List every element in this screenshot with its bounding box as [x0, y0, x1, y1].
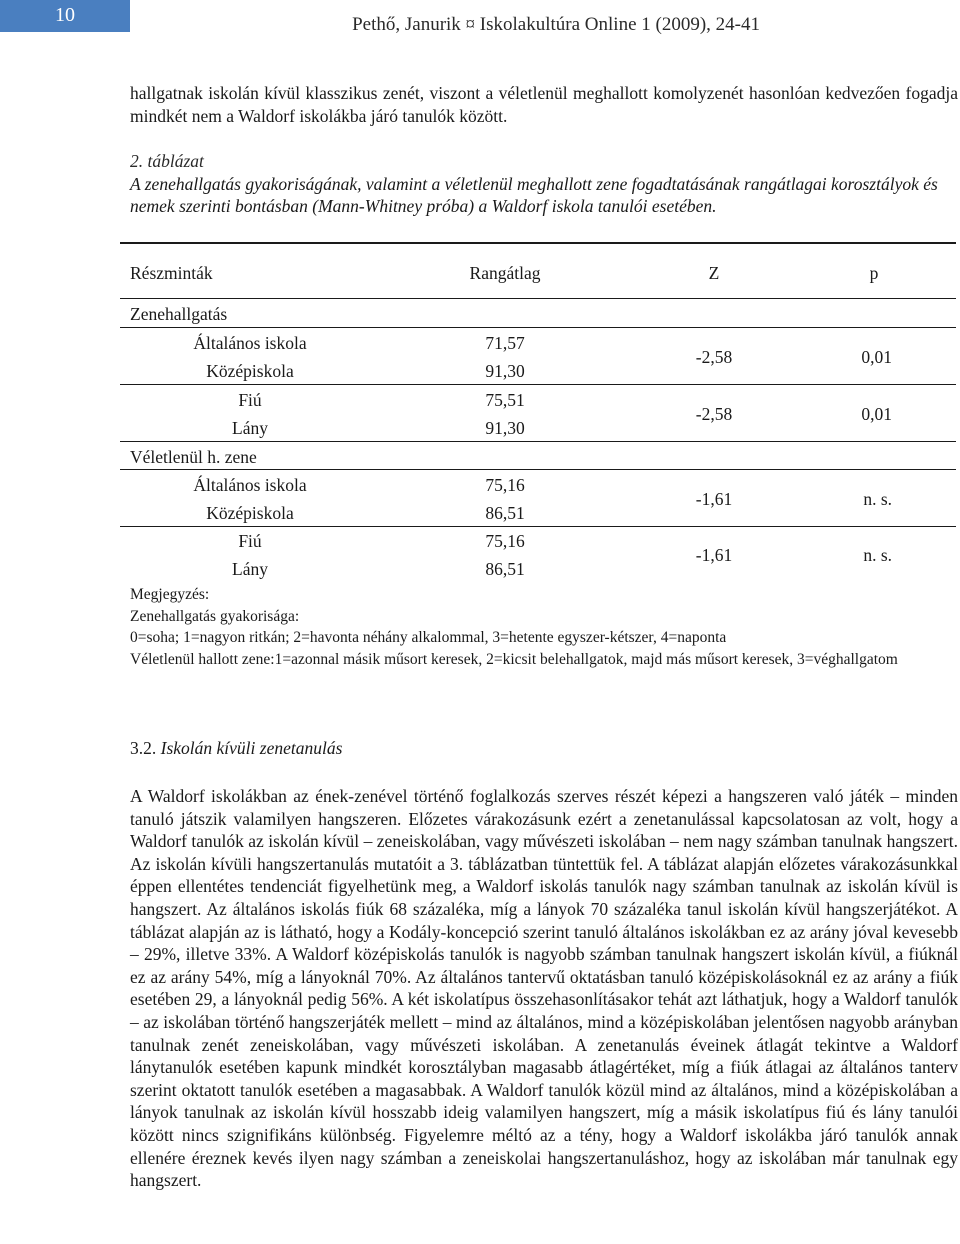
- body-paragraph: A Waldorf iskolákban az ének-zenével történő foglalkozás szerves részét képezi a hangszeren való játék – minden tanuló játszik valamilyen hangszeren. Előzetes várakozásunk ezért a zenetanulással kapcsolatosan az volt, hogy a Waldorf tanulók az iskolán kívül – zeneiskolában, vagy művészeti iskolában – nem nagy számban tanulnak hangszert. Az iskolán kívüli hangszertanulás mutatóit a 3. táblázatban tüntettük fel. A táblázat alapján előzetes várakozásunkkal éppen ellentétes tendenciát figyelhetünk meg, a Waldorf iskolás tanulók nagy számban tanulnak az iskolán kívül is hangszert. Az általános iskolás fiúk 68 százaléka, míg a lányok 70 százaléka tanul iskolán kívül hangszerjátékot. A táblázat alapján az is látható, hogy a Kodály-koncepció szerint tanuló általános iskolákban ez az arány jóval kevesebb – 29%, illetve 33%. A Waldorf középiskolás tanulók is nagyobb számban tanulnak hangszert iskolán kívül, a fiúknál ez az arány 54%, míg a lányoknál 70%. Az általános tantervű oktatásban tanuló középiskolásoknál ez az arány a fiúk esetében 29, a lányoknál pedig 56%. A két iskolatípus összehasonlításakor tehát azt láthatjuk, hogy a Waldorf tanulók – az iskolában történő hangszerjáték mellett – mind az általános, mind a középiskolában jelentősen nagyobb arányban tanulnak zenét zeneiskolában, vagy művészeti iskolában. A zenetanulás éveinek átlagát tekintve a Waldorf lánytanulók esetében kapunk mindkét korosztályban magasabb átlagértéket, míg a fiúk átlagai az általános tanterv szerint oktatott tanulók esetében a magasabbak. A Waldorf tanulók közül mind az általános, mind a középiskolában a lányok tanulnak az iskolán kívül hosszabb ideig valamilyen hangszert, míg a másik iskolatípus fiú és lány tanulói között nincs szignifikáns különbség. Figyelemre méltó az a tény, hogy a Waldorf iskolákba járó tanulók annak ellenére éreznek kevés ilyen nagy számban a zeneiskolai hangszertanuláshoz, hogy az iskolában már tanulnak egy hangszert.: [130, 786, 958, 1191]
- table-notes: [130, 584, 958, 670]
- column-header-mean-rank: Rangátlag: [469, 263, 541, 283]
- row-label: Fiú: [238, 531, 262, 551]
- table-header-rule: [120, 298, 956, 299]
- row-label: Középiskola: [206, 361, 294, 381]
- table-caption: [130, 150, 958, 218]
- page-number: 10: [0, 0, 130, 30]
- note-line: Véletlenül hallott zene:1=azonnal másik műsort keresek, 2=kicsit belehallgatok, majd más műsort keresek, 3=véghallgatom: [130, 650, 898, 668]
- table-group-rule: [120, 441, 956, 442]
- table-caption-title: A zenehallgatás gyakoriságának, valamint a véletlenül meghallott zene fogadtatásának rangátlagai korosztályok és nemek szerinti bontásban (Mann-Whitney próba) a Waldorf iskola tanulói esetében.: [130, 173, 938, 216]
- row-label: Középiskola: [206, 503, 294, 523]
- table-group-rule: [120, 327, 956, 328]
- column-header-p: p: [869, 263, 879, 283]
- column-header-z: Z: [708, 263, 720, 283]
- table-pair-rule: [120, 526, 956, 527]
- z-value: -1,61: [695, 489, 733, 509]
- row-label: Fiú: [238, 390, 262, 410]
- table-group-rule: [120, 469, 956, 470]
- row-rank: 91,30: [485, 361, 525, 381]
- note-line: 0=soha; 1=nagyon ritkán; 2=havonta néhány alkalommal, 3=hetente egyszer-kétszer, 4=naponta: [130, 629, 727, 646]
- row-label: Lány: [232, 559, 268, 579]
- section-number: 3.2.: [130, 738, 157, 758]
- row-label: Általános iskola: [193, 475, 307, 495]
- z-value: -2,58: [695, 347, 733, 367]
- p-value: n. s.: [863, 545, 892, 565]
- note-line: Megjegyzés:: [130, 586, 210, 603]
- row-rank: 71,57: [485, 333, 525, 353]
- intro-paragraph: hallgatnak iskolán kívül klasszikus zenét, viszont a véletlenül meghallott komolyzenét hasonlóan kedvezően fogadja mindkét nem a Waldorf iskolákba járó tanulók között.: [130, 83, 958, 126]
- p-value: 0,01: [861, 404, 892, 424]
- row-rank: 86,51: [485, 503, 525, 523]
- row-label: Általános iskola: [193, 333, 307, 353]
- section-title: Iskolán kívüli zenetanulás: [160, 738, 343, 758]
- p-value: 0,01: [861, 347, 892, 367]
- column-header-subsample: Részminták: [130, 263, 213, 283]
- section-heading: [130, 737, 342, 759]
- z-value: -1,61: [695, 545, 733, 565]
- row-rank: 75,16: [485, 531, 525, 551]
- z-value: -2,58: [695, 404, 733, 424]
- running-title: Pethő, Janurik ¤ Iskolakultúra Online 1 (2009), 24-41: [352, 14, 760, 35]
- row-label: Lány: [232, 418, 268, 438]
- note-line: Zenehallgatás gyakorisága:: [130, 607, 300, 625]
- group-label: Zenehallgatás: [130, 304, 228, 324]
- row-rank: 75,16: [485, 475, 525, 495]
- table-top-rule: [120, 242, 956, 244]
- p-value: n. s.: [863, 489, 892, 509]
- table-caption-number: 2. táblázat: [130, 151, 204, 171]
- table-pair-rule: [120, 384, 956, 385]
- header-rule: [0, 30, 130, 32]
- row-rank: 91,30: [485, 418, 525, 438]
- group-label: Véletlenül h. zene: [130, 447, 257, 467]
- row-rank: 86,51: [485, 559, 525, 579]
- row-rank: 75,51: [485, 390, 525, 410]
